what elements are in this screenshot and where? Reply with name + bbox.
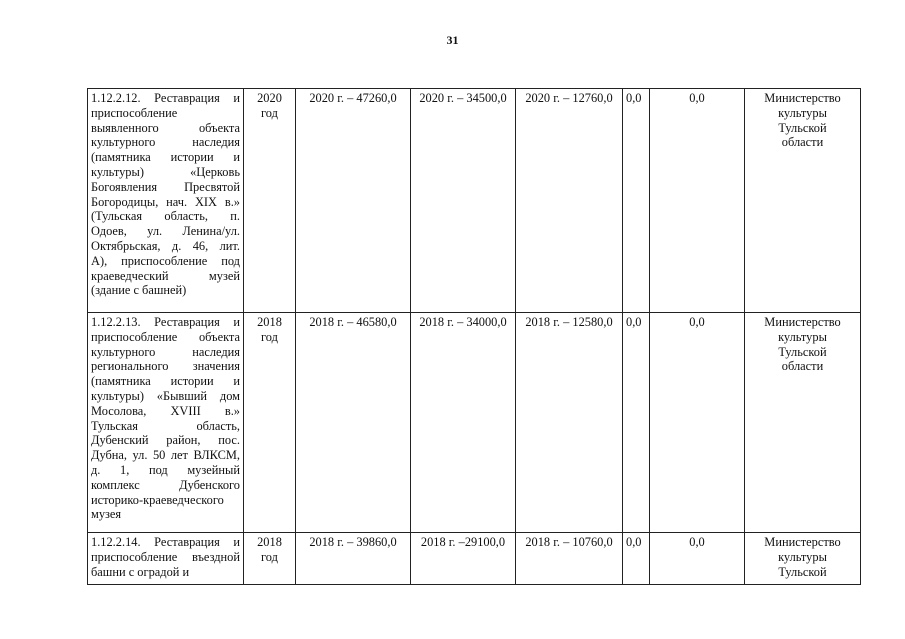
description-line: приспособление объекта bbox=[91, 329, 240, 344]
description-line: Тульская область, bbox=[91, 418, 240, 433]
year-line: год bbox=[261, 549, 278, 564]
table-row bbox=[88, 89, 861, 313]
year-line: год bbox=[261, 329, 278, 344]
description-line: культурного наследия bbox=[91, 135, 240, 150]
description-line: культуры) «Церковь bbox=[91, 164, 240, 179]
executor-line: Министерство bbox=[764, 91, 841, 105]
year-line: 2018 bbox=[257, 315, 282, 329]
year-line: 2018 bbox=[257, 535, 282, 549]
local-amount-cell: 0,0 bbox=[623, 533, 650, 585]
description-line: регионального значения bbox=[91, 359, 240, 374]
year-line: год bbox=[261, 105, 278, 120]
program-table bbox=[87, 88, 861, 585]
total-amount-cell: 2018 г. – 39860,0 bbox=[296, 533, 411, 585]
description-line: Мосолова, XVIII в.» bbox=[91, 403, 240, 418]
executor-line: Министерство bbox=[764, 315, 841, 329]
description-line: 1.12.2.13. Реставрация и bbox=[91, 315, 240, 329]
other-amount-cell: 0,0 bbox=[650, 533, 745, 585]
description-line: приспособление въездной bbox=[91, 549, 240, 564]
activity-description-cell bbox=[88, 313, 244, 533]
regional-amount-cell: 2018 г. – 10760,0 bbox=[516, 533, 623, 585]
executor-line: Тульской bbox=[778, 564, 827, 579]
executor-line: культуры bbox=[778, 105, 827, 120]
description-line: культуры) «Бывший дом bbox=[91, 388, 240, 403]
activity-description-cell bbox=[88, 533, 244, 585]
executor-line: Министерство bbox=[764, 535, 841, 549]
executor-cell bbox=[745, 533, 861, 585]
description-line: историко-краеведческого bbox=[91, 492, 224, 507]
total-amount-cell: 2020 г. – 47260,0 bbox=[296, 89, 411, 313]
executor-line: Тульской bbox=[778, 344, 827, 359]
description-line: музея bbox=[91, 507, 122, 522]
description-line: (Тульская область, п. bbox=[91, 209, 240, 224]
description-line: Дубенский район, пос. bbox=[91, 433, 240, 448]
page-number: 31 bbox=[446, 33, 459, 47]
description-line: комплекс Дубенского bbox=[91, 477, 240, 492]
federal-amount-cell: 2018 г. – 34000,0 bbox=[411, 313, 516, 533]
activity-description-cell bbox=[88, 89, 244, 313]
description-line: (памятника истории и bbox=[91, 150, 240, 165]
local-amount-cell: 0,0 bbox=[623, 89, 650, 313]
year-cell bbox=[244, 533, 296, 585]
local-amount-cell: 0,0 bbox=[623, 313, 650, 533]
description-line: д. 1, под музейный bbox=[91, 462, 240, 477]
description-line: культурного наследия bbox=[91, 344, 240, 359]
table-body bbox=[88, 89, 861, 585]
executor-cell bbox=[745, 313, 861, 533]
description-line: А), приспособление под bbox=[91, 253, 240, 268]
year-cell bbox=[244, 89, 296, 313]
other-amount-cell: 0,0 bbox=[650, 89, 745, 313]
description-line: 1.12.2.14. Реставрация и bbox=[91, 535, 240, 549]
other-amount-cell: 0,0 bbox=[650, 313, 745, 533]
description-line: Октябрьская, д. 46, лит. bbox=[91, 238, 240, 253]
year-line: 2020 bbox=[257, 91, 282, 105]
description-line: 1.12.2.12. Реставрация и bbox=[91, 91, 240, 105]
federal-amount-cell: 2020 г. – 34500,0 bbox=[411, 89, 516, 313]
description-line: башни с оградой и bbox=[91, 564, 190, 579]
federal-amount-cell: 2018 г. –29100,0 bbox=[411, 533, 516, 585]
description-line: Дубна, ул. 50 лет ВЛКСМ, bbox=[91, 448, 240, 463]
table-row bbox=[88, 313, 861, 533]
description-line: приспособление bbox=[91, 105, 178, 120]
total-amount-cell: 2018 г. – 46580,0 bbox=[296, 313, 411, 533]
table-row bbox=[88, 533, 861, 585]
description-line: Богоявления Пресвятой bbox=[91, 179, 240, 194]
executor-line: области bbox=[781, 359, 824, 374]
description-line: Одоев, ул. Ленина/ул. bbox=[91, 224, 240, 239]
description-line: (здание с башней) bbox=[91, 283, 187, 298]
description-line: краеведческий музей bbox=[91, 268, 240, 283]
regional-amount-cell: 2020 г. – 12760,0 bbox=[516, 89, 623, 313]
regional-amount-cell: 2018 г. – 12580,0 bbox=[516, 313, 623, 533]
executor-line: области bbox=[781, 135, 824, 150]
description-line: выявленного объекта bbox=[91, 120, 240, 135]
year-cell bbox=[244, 313, 296, 533]
description-line: (памятника истории и bbox=[91, 374, 240, 389]
description-line: Богородицы, нач. XIX в.» bbox=[91, 194, 240, 209]
executor-line: культуры bbox=[778, 329, 827, 344]
executor-cell bbox=[745, 89, 861, 313]
executor-line: Тульской bbox=[778, 120, 827, 135]
executor-line: культуры bbox=[778, 549, 827, 564]
